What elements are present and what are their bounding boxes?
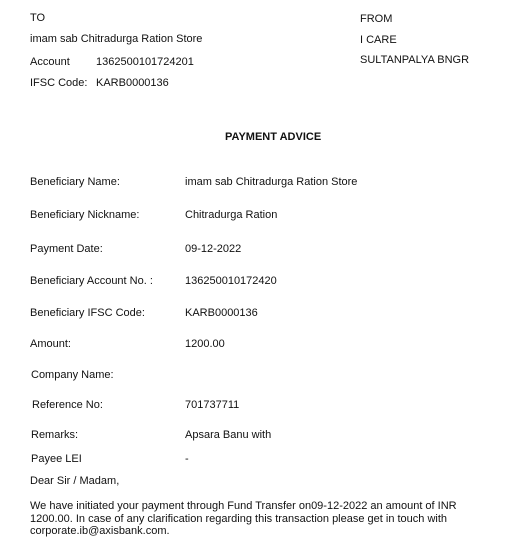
detail-value-payee-lei: - — [185, 453, 189, 465]
detail-label-amount: Amount: — [30, 338, 71, 350]
to-account-value: 1362500101724201 — [96, 56, 194, 68]
detail-label-account-no: Beneficiary Account No. : — [30, 275, 153, 287]
from-line2: SULTANPALYA BNGR — [360, 54, 470, 66]
detail-value-remarks: Apsara Banu with — [185, 429, 272, 441]
body-paragraph: We have initiated your payment through Fund Transfer on09-12-2022 an amount of INR 1200.00. In case of any clarification regarding this transaction please get in touch with corporate.ib@axisbank.com. — [30, 500, 457, 537]
to-heading: TO — [30, 12, 46, 24]
detail-value-amount: 1200.00 — [185, 338, 225, 350]
to-name: imam sab Chitradurga Ration Store — [30, 33, 203, 45]
from-heading: FROM — [360, 13, 393, 25]
detail-label-reference-no: Reference No: — [32, 399, 103, 411]
detail-value-account-no: 136250010172420 — [185, 275, 277, 287]
detail-value-payment-date: 09-12-2022 — [185, 243, 242, 255]
detail-value-ifsc-code: KARB0000136 — [185, 307, 258, 319]
detail-label-company-name: Company Name: — [31, 369, 114, 381]
page-title: PAYMENT ADVICE — [225, 131, 322, 143]
detail-label-remarks: Remarks: — [31, 429, 79, 441]
to-ifsc-value: KARB0000136 — [96, 77, 169, 89]
to-account-label: Account — [30, 56, 70, 68]
to-ifsc-label: IFSC Code: — [30, 77, 88, 89]
detail-value-beneficiary-name: imam sab Chitradurga Ration Store — [185, 176, 358, 188]
detail-label-ifsc-code: Beneficiary IFSC Code: — [30, 307, 145, 319]
detail-label-beneficiary-nickname: Beneficiary Nickname: — [30, 209, 140, 221]
detail-label-payment-date: Payment Date: — [30, 243, 103, 255]
detail-value-reference-no: 701737711 — [185, 399, 240, 411]
detail-label-payee-lei: Payee LEI — [31, 453, 82, 465]
detail-label-beneficiary-name: Beneficiary Name: — [30, 176, 120, 188]
salutation: Dear Sir / Madam, — [30, 475, 120, 487]
detail-value-beneficiary-nickname: Chitradurga Ration — [185, 209, 278, 221]
from-line1: I CARE — [360, 34, 397, 46]
